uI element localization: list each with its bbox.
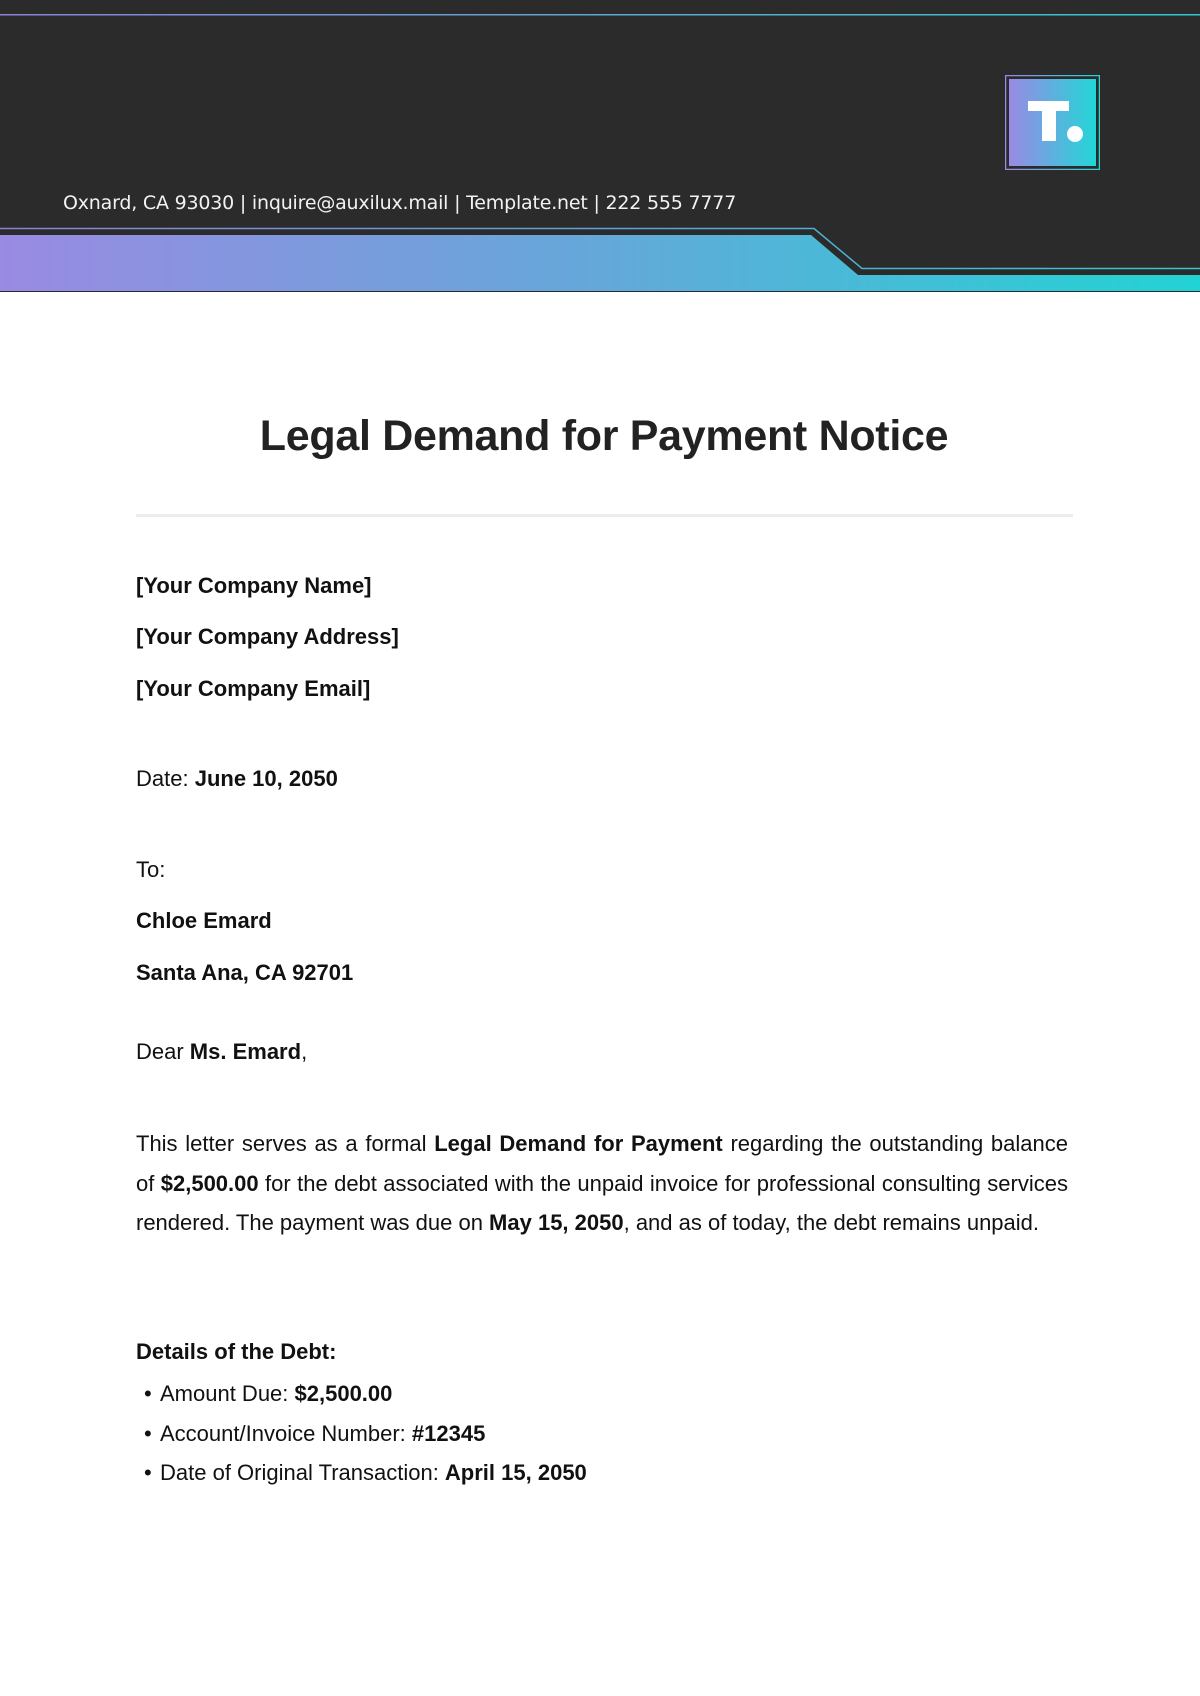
paragraph-text: , and as of today, the debt remains unpaid. (623, 1210, 1040, 1235)
date-value: June 10, 2050 (194, 766, 338, 791)
salutation-name: Ms. Emard (189, 1039, 302, 1064)
list-item (136, 1374, 587, 1414)
paragraph-emphasis-amount: $2,500.00 (160, 1170, 259, 1196)
date-line (136, 765, 338, 793)
recipient-name: Chloe Emard (136, 908, 272, 933)
paragraph-text: This letter serves as a formal (136, 1131, 435, 1156)
item-label: Amount Due: (160, 1381, 295, 1406)
salutation-suffix: , (301, 1039, 308, 1064)
paragraph-emphasis-due-date: May 15, 2050 (489, 1210, 624, 1235)
list-item (136, 1414, 587, 1454)
template-logo-icon (1005, 75, 1100, 170)
title-divider (136, 514, 1073, 517)
demand-paragraph (136, 1124, 1068, 1243)
bullet-icon: • (144, 1460, 152, 1485)
debt-details-list (136, 1374, 587, 1493)
letterhead-header (0, 0, 1200, 292)
debt-details-heading: Details of the Debt: (136, 1339, 337, 1364)
date-label: Date: (136, 766, 195, 791)
paragraph-text: for the debt associated with the unpaid invoice for professional consulting services rendered. The payment was due on (136, 1170, 1068, 1235)
sender-company-email: [Your Company Email] (136, 676, 371, 701)
bullet-icon: • (144, 1420, 152, 1446)
paragraph-text: regarding the outstanding balance of (136, 1131, 1068, 1196)
paragraph-emphasis-demand: Legal Demand for Payment (434, 1131, 723, 1156)
list-item (136, 1453, 587, 1493)
recipient-label: To: (136, 857, 166, 882)
recipient-address: Santa Ana, CA 92701 (136, 960, 354, 985)
sender-company-address: [Your Company Address] (136, 624, 399, 649)
item-value: April 15, 2050 (444, 1460, 587, 1485)
item-label: Account/Invoice Number: (160, 1420, 412, 1446)
item-label: Date of Original Transaction: (160, 1460, 445, 1485)
item-value: #12345 (411, 1420, 486, 1446)
salutation-prefix: Dear (136, 1039, 190, 1064)
bullet-icon: • (144, 1381, 152, 1406)
page-title: Legal Demand for Payment Notice (259, 412, 949, 460)
item-value: $2,500.00 (294, 1381, 393, 1406)
sender-company-name: [Your Company Name] (136, 573, 372, 598)
contact-info: Oxnard, CA 93030 | inquire@auxilux.mail | Template.net | 222 555 7777 (63, 192, 737, 214)
salutation (136, 1038, 307, 1066)
